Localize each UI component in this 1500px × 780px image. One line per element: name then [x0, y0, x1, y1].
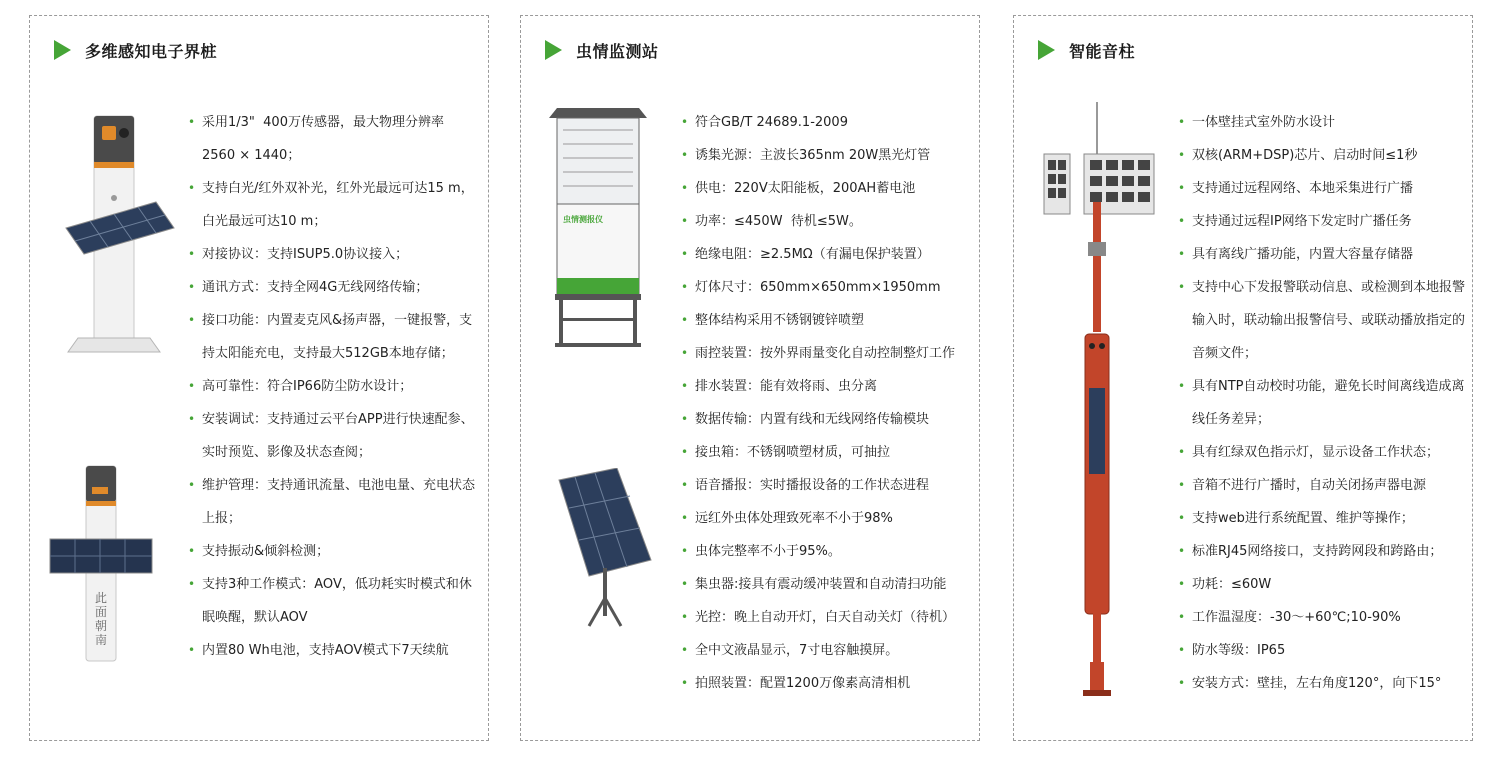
bullet-icon: •	[681, 610, 689, 624]
bullet-icon: •	[681, 280, 689, 294]
spec-list	[1176, 106, 1470, 700]
spec-item: • 防水等级：IP65	[1176, 634, 1470, 667]
bullet-icon: •	[681, 313, 689, 327]
spec-item: • 语音播报：实时播报设备的工作状态进程	[679, 469, 975, 502]
bullet-icon: •	[1178, 511, 1186, 525]
product-card-insect-station	[520, 15, 980, 741]
bullet-icon: •	[681, 577, 689, 591]
play-triangle-icon	[54, 40, 71, 60]
bullet-icon: •	[188, 247, 196, 261]
bullet-icon: •	[681, 148, 689, 162]
bullet-icon: •	[681, 478, 689, 492]
bullet-icon: •	[1178, 148, 1186, 162]
bullet-icon: •	[188, 577, 196, 591]
card-title: 智能音柱	[1069, 41, 1136, 61]
pole-direction-label: 此面朝南	[94, 591, 107, 647]
bullet-icon: •	[1178, 445, 1186, 459]
bullet-icon: •	[188, 115, 196, 129]
bullet-icon: •	[1178, 214, 1186, 228]
bullet-icon: •	[188, 313, 196, 327]
bullet-icon: •	[188, 379, 196, 393]
spec-item: • 雨控装置：按外界雨量变化自动控制整灯工作	[679, 337, 975, 370]
speaker-pole-image	[1038, 102, 1168, 702]
spec-item: • 符合GB/T 24689.1-2009	[679, 106, 975, 139]
bullet-icon: •	[1178, 610, 1186, 624]
card-header	[54, 38, 217, 62]
spec-item: • 安装方式：壁挂，左右角度120°，向下15°	[1176, 667, 1470, 700]
spec-item: • 安装调试：支持通过云平台APP进行快速配参、实时预览、影像及状态查阅；	[186, 403, 476, 469]
spec-item: • 采用1/3" 400万传感器，最大物理分辨率2560 × 1440；	[186, 106, 476, 172]
spec-item: • 虫体完整率不小于95%。	[679, 535, 975, 568]
spec-item: • 高可靠性：符合IP66防尘防水设计；	[186, 370, 476, 403]
bullet-icon: •	[1178, 247, 1186, 261]
bullet-icon: •	[1178, 379, 1186, 393]
spec-item: • 具有离线广播功能，内置大容量存储器	[1176, 238, 1470, 271]
spec-item: • 具有红绿双色指示灯，显示设备工作状态；	[1176, 436, 1470, 469]
station-label: 虫情测报仪	[563, 215, 603, 224]
spec-item: • 数据传输：内置有线和无线网络传输模块	[679, 403, 975, 436]
boundary-post-front-image	[48, 461, 154, 666]
product-card-boundary-post	[29, 15, 489, 741]
spec-item: • 功率：≤450W 待机≤5W。	[679, 205, 975, 238]
spec-item: • 支持通过远程网络、本地采集进行广播	[1176, 172, 1470, 205]
bullet-icon: •	[188, 181, 196, 195]
bullet-icon: •	[1178, 181, 1186, 195]
bullet-icon: •	[1178, 280, 1186, 294]
spec-item: • 对接协议：支持ISUP5.0协议接入；	[186, 238, 476, 271]
bullet-icon: •	[188, 478, 196, 492]
bullet-icon: •	[1178, 643, 1186, 657]
play-triangle-icon	[1038, 40, 1055, 60]
bullet-icon: •	[681, 676, 689, 690]
bullet-icon: •	[681, 511, 689, 525]
spec-item: • 远红外虫体处理致死率不小于98%	[679, 502, 975, 535]
spec-item: • 支持通过远程IP网络下发定时广播任务	[1176, 205, 1470, 238]
spec-item: • 通讯方式：支持全网4G无线网络传输；	[186, 271, 476, 304]
bullet-icon: •	[188, 544, 196, 558]
spec-item: • 接虫箱：不锈钢喷塑材质，可抽拉	[679, 436, 975, 469]
bullet-icon: •	[681, 181, 689, 195]
card-header	[1038, 38, 1135, 62]
bullet-icon: •	[1178, 676, 1186, 690]
card-title: 多维感知电子界桩	[85, 41, 218, 61]
spec-item: • 整体结构采用不锈钢镀锌喷塑	[679, 304, 975, 337]
spec-item: • 绝缘电阻：≥2.5MΩ（有漏电保护装置）	[679, 238, 975, 271]
bullet-icon: •	[681, 544, 689, 558]
card-header	[545, 38, 659, 62]
insect-station-image	[543, 106, 653, 351]
spec-item: • 排水装置：能有效将雨、虫分离	[679, 370, 975, 403]
bullet-icon: •	[188, 280, 196, 294]
bullet-icon: •	[1178, 577, 1186, 591]
card-title: 虫情监测站	[576, 41, 659, 61]
spec-item: • 支持振动&倾斜检测；	[186, 535, 476, 568]
bullet-icon: •	[188, 412, 196, 426]
spec-item: • 一体壁挂式室外防水设计	[1176, 106, 1470, 139]
spec-item: • 灯体尺寸：650mm×650mm×1950mm	[679, 271, 975, 304]
spec-item: • 双核(ARM+DSP)芯片、启动时间≤1秒	[1176, 139, 1470, 172]
bullet-icon: •	[681, 643, 689, 657]
bullet-icon: •	[681, 412, 689, 426]
bullet-icon: •	[1178, 478, 1186, 492]
spec-item: • 拍照装置：配置1200万像素高清相机	[679, 667, 975, 700]
bullet-icon: •	[681, 445, 689, 459]
spec-item: • 支持白光/红外双补光，红外光最远可达15 m，白光最远可达10 m；	[186, 172, 476, 238]
play-triangle-icon	[545, 40, 562, 60]
spec-list	[679, 106, 975, 700]
spec-item: • 内置80 Wh电池，支持AOV模式下7天续航	[186, 634, 476, 667]
spec-item: • 集虫器:接具有震动缓冲装置和自动清扫功能	[679, 568, 975, 601]
bullet-icon: •	[681, 247, 689, 261]
spec-item: • 全中文液晶显示，7寸电容触摸屏。	[679, 634, 975, 667]
spec-item: • 具有NTP自动校时功能，避免长时间离线造成离线任务差异；	[1176, 370, 1470, 436]
spec-item: • 供电：220V太阳能板，200AH蓄电池	[679, 172, 975, 205]
bullet-icon: •	[188, 643, 196, 657]
solar-panel-stand-image	[555, 468, 655, 633]
bullet-icon: •	[681, 115, 689, 129]
spec-item: • 音箱不进行广播时，自动关闭扬声器电源	[1176, 469, 1470, 502]
spec-item: • 标准RJ45网络接口，支持跨网段和跨路由；	[1176, 535, 1470, 568]
boundary-post-solar-image	[44, 106, 184, 356]
spec-item: • 支持中心下发报警联动信息、或检测到本地报警输入时，联动输出报警信号、或联动播放指定的音频文件；	[1176, 271, 1470, 370]
spec-item: • 功耗：≤60W	[1176, 568, 1470, 601]
spec-item: • 支持web进行系统配置、维护等操作；	[1176, 502, 1470, 535]
bullet-icon: •	[681, 379, 689, 393]
bullet-icon: •	[1178, 115, 1186, 129]
spec-item: • 接口功能：内置麦克风&扬声器，一键报警，支持太阳能充电，支持最大512GB本地存储；	[186, 304, 476, 370]
spec-item: • 维护管理：支持通讯流量、电池电量、充电状态上报；	[186, 469, 476, 535]
bullet-icon: •	[1178, 544, 1186, 558]
product-card-smart-speaker	[1013, 15, 1473, 741]
spec-item: • 诱集光源：主波长365nm 20W黑光灯管	[679, 139, 975, 172]
bullet-icon: •	[681, 346, 689, 360]
bullet-icon: •	[681, 214, 689, 228]
spec-item: • 光控：晚上自动开灯，白天自动关灯（待机）	[679, 601, 975, 634]
spec-item: • 支持3种工作模式：AOV，低功耗实时模式和休眠唤醒，默认AOV	[186, 568, 476, 634]
spec-item: • 工作温湿度：-30～+60℃;10-90%	[1176, 601, 1470, 634]
spec-list	[186, 106, 476, 667]
